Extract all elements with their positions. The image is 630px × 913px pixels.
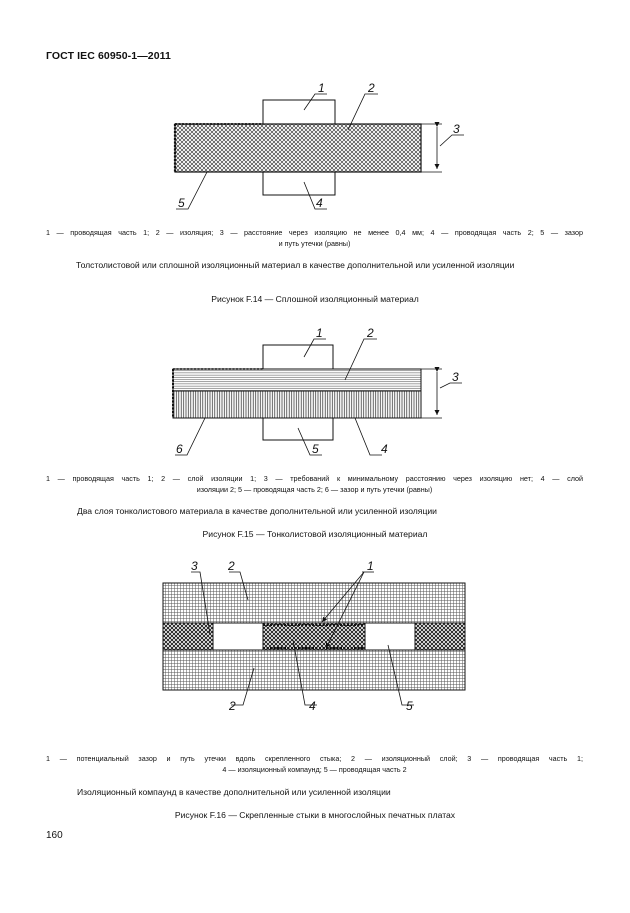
fig16-label-2-top: 2 <box>228 559 235 573</box>
fig16-legend <box>46 753 583 775</box>
compound-center <box>263 623 365 650</box>
fig16-label-2-bottom: 2 <box>229 699 236 713</box>
fig16-paragraph: Изоляционный компаунд в качестве дополнительной или усиленной изоляции <box>77 787 391 797</box>
conductive-part-2 <box>263 418 333 440</box>
fig15-label-6: 6 <box>176 442 183 456</box>
compound-left <box>163 623 213 650</box>
fig14-caption: Рисунок F.14 — Сплошной изоляционный материал <box>211 294 419 304</box>
conductive-part-1 <box>263 100 335 124</box>
fig15-label-3: 3 <box>452 370 459 384</box>
figure-f14-drawing <box>175 81 464 210</box>
fig15-label-5: 5 <box>312 442 319 456</box>
fig15-legend-line2: изоляции 2; 5 — проводящая часть 2; 6 — зазор и путь утечки (равны) <box>196 485 433 494</box>
fig15-paragraph: Два слоя тонколистового материала в качестве дополнительной или усиленной изоляции <box>77 506 437 516</box>
insulating-layer-top <box>163 583 465 623</box>
fig15-legend-line1: 1 — проводящая часть 1; 2 — слой изоляции 1; 3 — требований к минимальному расстоянию через изоляцию нет; 4 — слой <box>46 474 583 483</box>
figure-f16-drawing <box>163 559 465 713</box>
fig16-caption: Рисунок F.16 — Скрепленные стыки в многослойных печатных платах <box>174 810 456 820</box>
fig16-label-5: 5 <box>406 699 413 713</box>
conductive-part-2 <box>263 172 335 195</box>
fig14-label-5: 5 <box>178 196 185 210</box>
fig14-label-1: 1 <box>318 81 325 95</box>
fig16-label-4: 4 <box>309 699 316 713</box>
fig15-label-4: 4 <box>381 442 388 456</box>
fig15-legend <box>46 473 583 495</box>
fig16-legend-line1: 1 — потенциальный зазор и путь утечки вдоль скрепленного стыка; 2 — изоляционный слой; 3 — проводящая часть 1; <box>46 754 583 763</box>
insulation-layer-2 <box>173 391 421 418</box>
conductive-part-1 <box>213 623 263 650</box>
fig15-caption: Рисунок F.15 — Тонколистовой изоляционный материал <box>202 529 428 539</box>
fig15-label-2: 2 <box>367 326 374 340</box>
insulation-layer-1 <box>173 369 421 391</box>
fig14-label-2: 2 <box>368 81 375 95</box>
fig14-paragraph: Толстолистовой или сплошной изоляционный материал в качестве дополнительной или усиленной изоляции <box>76 260 515 270</box>
fig14-legend-line1: 1 — проводящая часть 1; 2 — изоляция; 3 — расстояние через изоляцию не менее 0,4 мм; 4 — проводящая часть 2; 5 — зазор <box>46 228 583 237</box>
page-header: ГОСТ IEC 60950-1—2011 <box>46 50 171 62</box>
fig14-legend-line2: и путь утечки (равны) <box>278 239 351 248</box>
compound-right <box>415 623 465 650</box>
fig16-label-1: 1 <box>367 559 374 573</box>
figure-f15-drawing <box>173 326 462 456</box>
page-number: 160 <box>46 830 63 841</box>
fig15-label-1: 1 <box>316 326 323 340</box>
insulating-layer-bottom <box>163 650 465 690</box>
fig14-legend <box>46 227 583 249</box>
fig16-label-3: 3 <box>191 559 198 573</box>
fig16-legend-line2: 4 — изоляционный компаунд; 5 — проводящая часть 2 <box>222 765 407 774</box>
solid-insulation <box>175 124 421 172</box>
fig14-label-4: 4 <box>316 196 323 210</box>
fig14-label-3: 3 <box>453 122 460 136</box>
conductive-part-1 <box>263 345 333 369</box>
conductive-part-2 <box>365 623 415 650</box>
